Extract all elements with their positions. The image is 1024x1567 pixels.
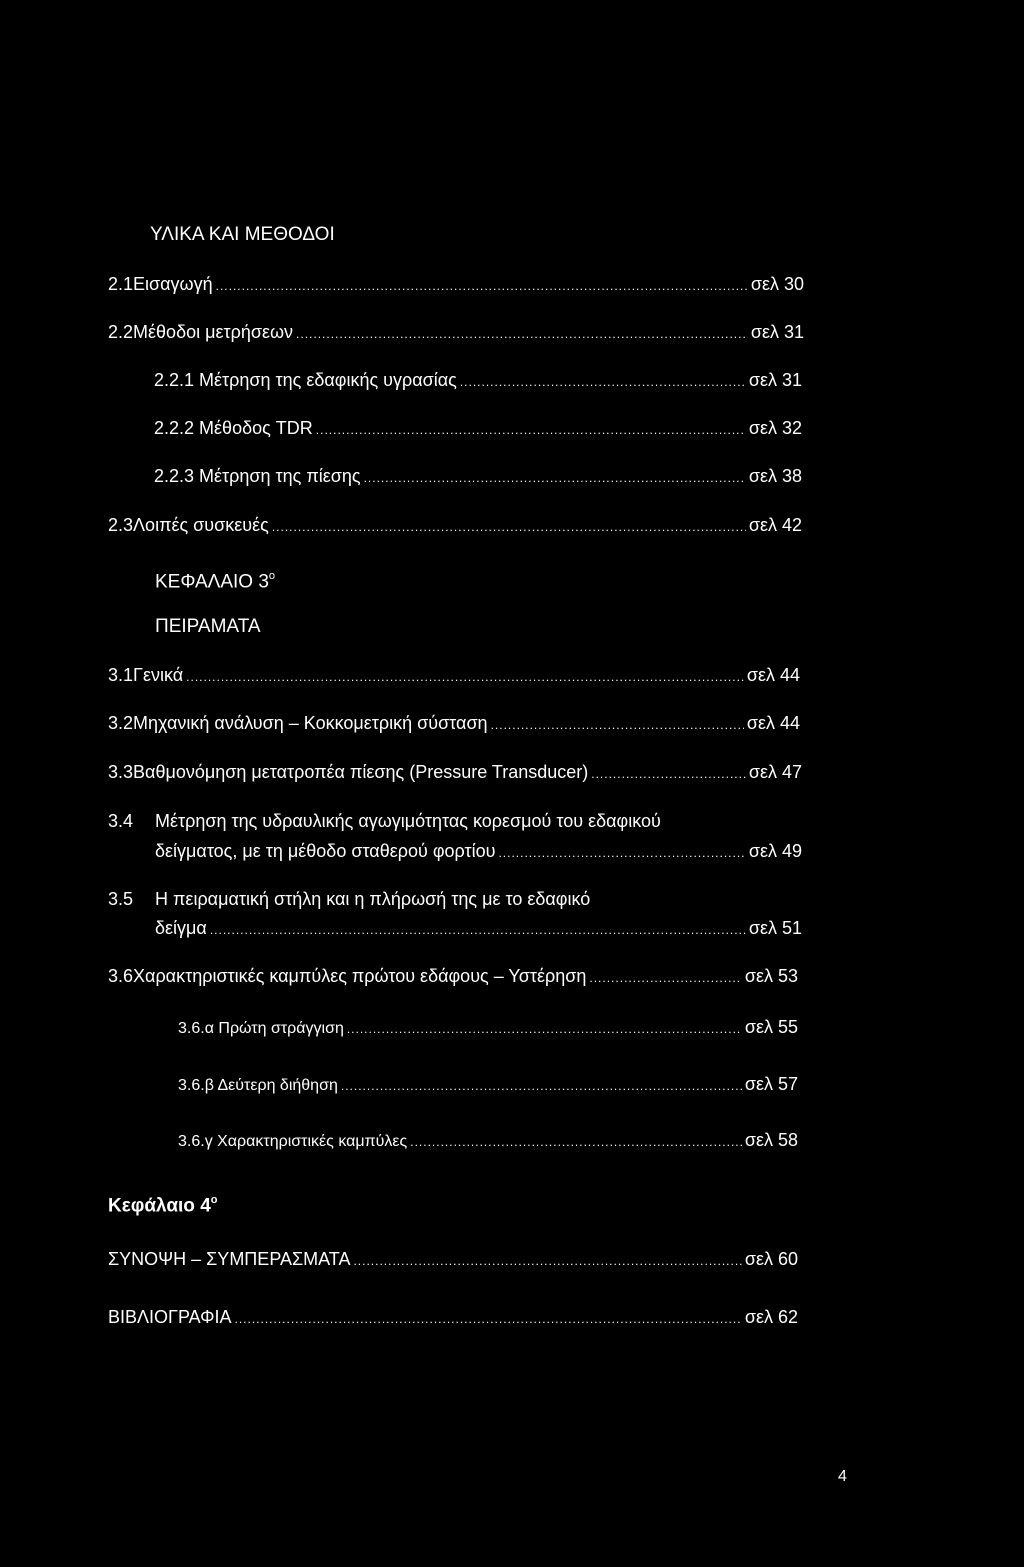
toc-entry-page: σελ 44 [746,665,800,685]
chapter-4-label-sup: ο [210,1194,218,1206]
toc-entry-3-6-c[interactable] [178,1129,798,1153]
toc-entry-title: δείγματος, με τη μέθοδο σταθερού φορτίου [155,841,496,861]
toc-entry-page: σελ 60 [744,1249,798,1269]
toc-leader-dots [341,1075,742,1097]
toc-leader-dots [210,919,746,941]
chapter-3-label-sup: ο [268,570,276,582]
toc-entry-number: 2.2 [108,322,134,342]
toc-entry-3-5-number: 3.5 [108,889,134,909]
toc-entry-title: 2.2.1 Μέτρηση της εδαφικής υγρασίας [154,370,457,390]
toc-entry-2-3[interactable] [108,514,802,538]
page-number: 4 [838,1468,847,1485]
toc-entry-2-2-3[interactable] [154,465,802,489]
toc-entry-3-6-b[interactable] [178,1073,798,1097]
toc-entry-2-2-2[interactable] [154,417,802,441]
toc-entry-page: σελ 47 [748,762,802,782]
toc-entry-page: σελ 32 [748,418,802,438]
toc-entry-number: 2.1 [108,274,134,294]
toc-entry-3-4-number: 3.4 [108,811,134,831]
toc-entry-title: ΒΙΒΛΙΟΓΡΑΦΙΑ [108,1307,232,1327]
toc-entry-number: 3.6 [108,966,134,986]
chapter-3-heading: ΠΕΙΡΑΜΑΤΑ [155,616,261,637]
toc-entry-3-4[interactable] [155,840,802,864]
toc-entry-page: σελ 51 [748,918,802,938]
toc-entry-number: 2.3 [108,515,134,535]
toc-leader-dots [460,371,746,393]
section-heading: ΥΛΙΚΑ ΚΑΙ ΜΕΘΟΔΟΙ [150,224,335,245]
toc-entry-title: Λοιπές συσκευές [133,515,269,535]
toc-entry-title: 3.6.α Πρώτη στράγγιση [178,1020,344,1037]
toc-leader-dots [364,467,746,489]
toc-entry-3-5-title-line1[interactable]: Η πειραματική στήλη και η πλήρωσή της με το εδαφικό [155,889,591,909]
chapter-3-label [155,566,275,593]
toc-entry-page: σελ 38 [748,466,802,486]
toc-entry-page: σελ 53 [744,966,798,986]
toc-entry-page: σελ 55 [744,1017,798,1037]
toc-entry-summary[interactable] [108,1248,798,1272]
toc-leader-dots [591,763,746,785]
toc-entry-title: 2.2.3 Μέτρηση της πίεσης [154,466,361,486]
toc-entry-2-1[interactable] [108,273,804,297]
toc-leader-dots [316,419,746,441]
toc-entry-page: σελ 42 [748,515,802,535]
toc-leader-dots [491,714,744,736]
toc-entry-title: Μηχανική ανάλυση – Κοκκομετρική σύσταση [133,713,488,733]
toc-entry-page: σελ 30 [750,274,804,294]
toc-entry-title: Γενικά [133,665,184,685]
toc-entry-title: 3.6.β Δεύτερη διήθηση [178,1077,338,1094]
toc-entry-number: 3.1 [108,665,134,685]
toc-entry-3-3[interactable] [108,761,802,785]
toc-entry-page: σελ 49 [748,841,802,861]
toc-entry-title: 2.2.2 Μέθοδος TDR [154,418,313,438]
toc-entry-page: σελ 62 [744,1307,798,1327]
toc-entry-3-5[interactable] [155,917,802,941]
toc-leader-dots [353,1250,741,1272]
toc-entry-2-2-1[interactable] [154,369,802,393]
toc-entry-3-6-a[interactable] [178,1016,798,1040]
toc-entry-page: σελ 31 [748,370,802,390]
toc-leader-dots [498,842,745,864]
toc-entry-title: Βαθμονόμηση μετατροπέα πίεσης (Pressure Transducer) [133,762,589,782]
chapter-4-label [108,1190,218,1217]
toc-leader-dots [216,275,748,297]
toc-entry-title: Μέθοδοι μετρήσεων [133,322,294,342]
toc-entry-number: 3.3 [108,762,134,782]
toc-entry-page: σελ 58 [744,1130,798,1150]
toc-leader-dots [186,666,744,688]
toc-entry-number: 3.2 [108,713,134,733]
toc-leader-dots [347,1018,742,1040]
toc-entry-title: δείγμα [155,918,207,938]
toc-entry-3-1[interactable] [108,664,800,688]
toc-entry-title: Χαρακτηριστικές καμπύλες πρώτου εδάφους – Υστέρηση [133,966,587,986]
toc-entry-3-6[interactable] [108,965,798,989]
toc-leader-dots [410,1131,742,1153]
toc-entry-title: Εισαγωγή [133,274,213,294]
toc-leader-dots [296,323,748,345]
toc-entry-bibliography[interactable] [108,1306,798,1330]
toc-entry-2-2[interactable] [108,321,804,345]
toc-leader-dots [589,967,741,989]
toc-entry-3-4-title-line1[interactable]: Μέτρηση της υδραυλικής αγωγιμότητας κορεσμού του εδαφικού [155,811,661,831]
toc-entry-title: 3.6.γ Χαρακτηριστικές καμπύλες [178,1133,408,1150]
toc-entry-page: σελ 31 [750,322,804,342]
toc-entry-page: σελ 44 [746,713,800,733]
chapter-4-label-text: Κεφάλαιο 4 [108,1195,211,1217]
toc-leader-dots [272,516,746,538]
toc-entry-title: ΣΥΝΟΨΗ – ΣΥΜΠΕΡΑΣΜΑΤΑ [108,1249,351,1269]
toc-entry-page: σελ 57 [744,1074,798,1094]
chapter-3-label-text: ΚΕΦΑΛΑΙΟ 3 [155,571,269,593]
toc-leader-dots [234,1308,741,1330]
toc-entry-3-2[interactable] [108,712,800,736]
